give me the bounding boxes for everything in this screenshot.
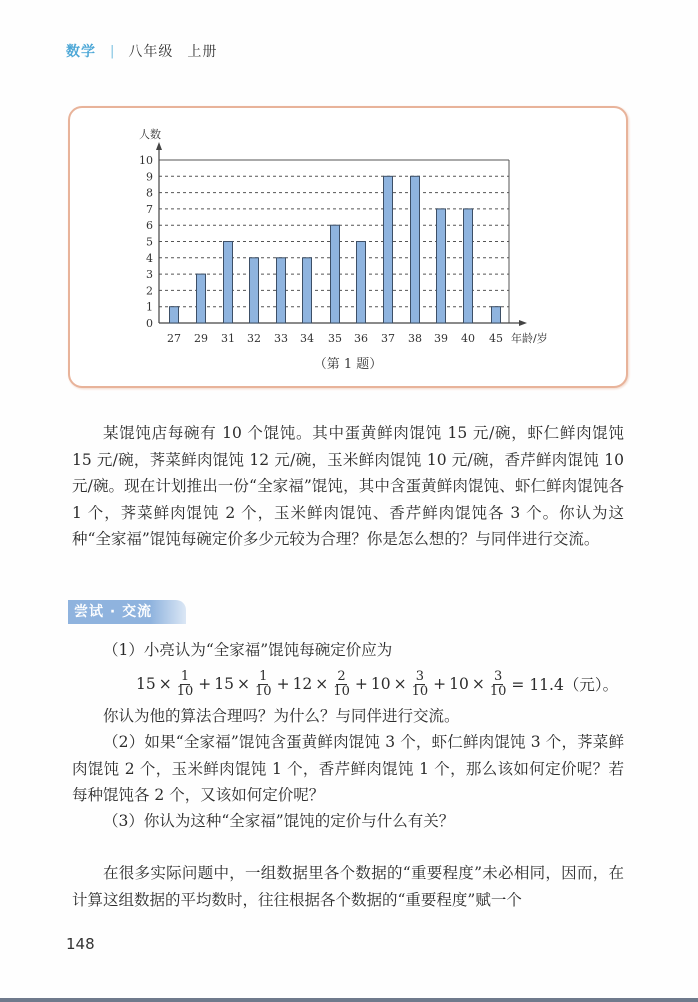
coefficient: 10 (449, 675, 469, 693)
numerator: 2 (337, 668, 346, 684)
x-axis-arrow-icon (519, 320, 527, 326)
x-tick-label: 29 (194, 332, 208, 345)
question-1-follow-up: 你认为他的算法合理吗？为什么？与同伴进行交流。 (103, 707, 460, 725)
x-tick-label: 37 (381, 332, 395, 345)
bar (170, 307, 179, 323)
bar (437, 209, 446, 323)
section-tag: 尝试 · 交流 (68, 600, 186, 624)
times-sign: × (237, 675, 251, 693)
denominator: 10 (489, 683, 507, 699)
x-tick-label: 35 (328, 332, 342, 345)
chart-frame (68, 106, 628, 388)
y-tick-label: 10 (139, 154, 153, 167)
coefficient: 15 (136, 675, 156, 693)
denominator: 10 (333, 683, 350, 699)
bar (464, 209, 473, 323)
bar (384, 176, 393, 323)
y-tick-label: 7 (146, 202, 153, 216)
times-sign: × (471, 675, 485, 693)
denominator: 10 (176, 683, 194, 699)
times-sign: × (393, 675, 407, 693)
x-tick-label: 36 (354, 332, 368, 345)
bar (492, 307, 501, 323)
x-tick-label: 34 (300, 332, 314, 345)
weighted-average-formula (136, 666, 621, 702)
numerator: 3 (493, 668, 503, 684)
header-separator: | (110, 43, 115, 59)
bar (197, 274, 206, 323)
conclusion-paragraph: 在很多实际问题中，一组数据里各个数据的“重要程度”未必相同，因而，在计算这组数据的平均数时，往往根据各个数据的“重要程度”赋一个 (72, 864, 624, 909)
numerator: 3 (415, 668, 424, 684)
coefficient: 15 (214, 675, 235, 693)
x-tick-label: 40 (461, 332, 475, 345)
fraction (255, 670, 272, 699)
question-1-intro: （1）小亮认为“全家福”馄饨每碗定价应为 (103, 641, 393, 659)
numerator: 1 (259, 668, 268, 684)
grade-label: 八年级 (128, 44, 174, 60)
y-tick-label: 8 (146, 186, 153, 200)
fraction (177, 670, 194, 699)
x-tick-label: 38 (408, 332, 422, 345)
page-header (66, 40, 217, 62)
fraction (333, 670, 350, 699)
denominator: 10 (411, 683, 429, 699)
bar (277, 258, 286, 323)
bar (357, 242, 366, 324)
y-tick-label: 0 (146, 317, 153, 330)
plus-sign: + (198, 675, 212, 693)
numerator: 1 (180, 668, 190, 684)
coefficient: 12 (292, 675, 313, 693)
page-number: 148 (66, 935, 95, 953)
y-tick-label: 5 (146, 235, 153, 249)
x-tick-label: 33 (274, 332, 288, 345)
plus-sign: + (276, 675, 290, 693)
y-tick-label: 4 (146, 251, 153, 265)
y-axis-label: 人数 (139, 128, 161, 141)
denominator: 10 (255, 683, 272, 699)
bar (411, 176, 420, 323)
bar (250, 258, 259, 323)
x-tick-label: 45 (489, 332, 503, 345)
question-2: （2）如果“全家福”馄饨含蛋黄鲜肉馄饨 3 个，虾仁鲜肉馄饨 3 个，荠菜鲜肉馄饨 2 个，玉米鲜肉馄饨 1 个，香芹鲜肉馄饨 1 个，那么该如何定价呢？若每种馄饨各 2 个，又该如何定价呢？ (72, 733, 624, 804)
y-axis-arrow-icon (156, 142, 162, 150)
bar (331, 225, 340, 323)
chart-caption: （第 1 题） (313, 357, 383, 372)
x-tick-label: 32 (247, 332, 261, 345)
y-tick-label: 9 (146, 170, 153, 184)
subject-label: 数学 (66, 44, 96, 60)
fraction (412, 670, 429, 699)
plus-sign: + (354, 675, 368, 693)
volume-label: 上册 (187, 44, 218, 60)
bar-chart (70, 108, 626, 386)
plus-sign: + (433, 675, 447, 693)
y-tick-label: 2 (146, 284, 153, 298)
bar (224, 242, 233, 324)
x-tick-label: 39 (434, 332, 448, 345)
times-sign: × (315, 675, 329, 693)
y-tick-label: 6 (146, 219, 153, 233)
x-axis-label: 年龄/岁 (511, 332, 548, 345)
y-tick-label: 3 (146, 268, 153, 282)
x-tick-label: 31 (221, 332, 235, 345)
formula-result: = 11.4（元）。 (511, 676, 619, 694)
bottom-edge (0, 998, 698, 1002)
times-sign: × (158, 675, 172, 693)
bar (303, 258, 312, 323)
x-tick-label: 27 (167, 332, 181, 345)
y-tick-label: 1 (146, 300, 153, 314)
fraction (490, 670, 507, 699)
question-3: （3）你认为这种“全家福”馄饨的定价与什么有关？ (103, 812, 455, 830)
problem-paragraph: 某馄饨店每碗有 10 个馄饨。其中蛋黄鲜肉馄饨 15 元/碗，虾仁鲜肉馄饨 15 元/碗，荠菜鲜肉馄饨 12 元/碗，玉米鲜肉馄饨 10 元/碗，香芹鲜肉馄饨 10 元/碗。现在计划推出一份“全家福”馄饨，其中含蛋黄鲜肉馄饨、虾仁鲜肉馄饨各 1 个，荠菜鲜肉馄饨 2 个，玉米鲜肉馄饨、香芹鲜肉馄饨各 3 个。你认为这种“全家福”馄饨每碗定价多少元较为合理？你是怎么想的？与同伴进行交流。 (72, 424, 624, 548)
coefficient: 10 (370, 675, 391, 693)
